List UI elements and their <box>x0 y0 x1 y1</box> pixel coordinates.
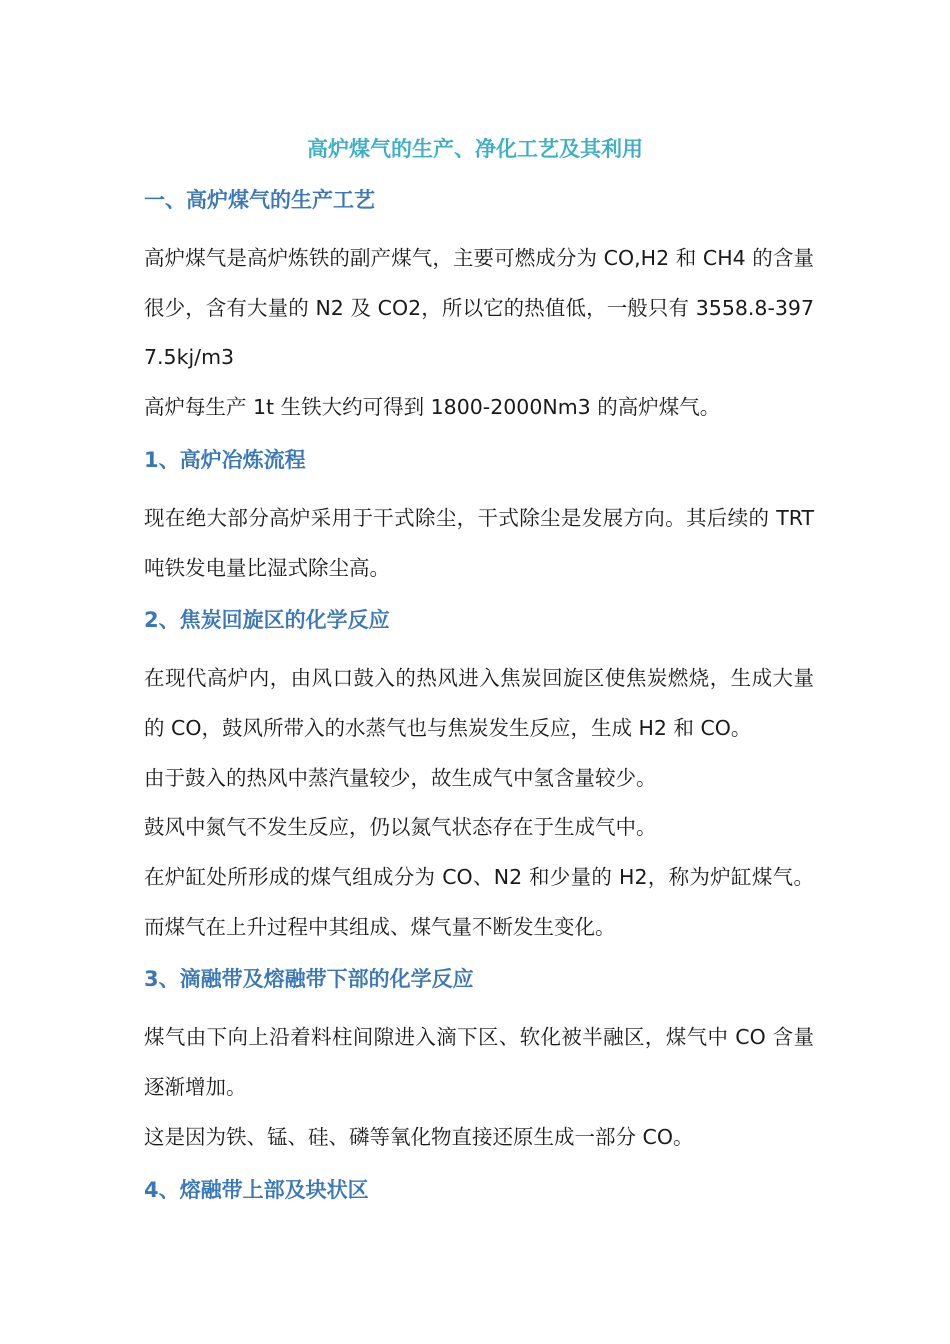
paragraph-steam-content: 由于鼓入的热风中蒸汽量较少，故生成气中氢含量较少。 <box>144 765 657 790</box>
section-heading-production: 一、高炉煤气的生产工艺 <box>144 188 375 212</box>
subheading-cohesive-zone-upper: 4、熔融带上部及块状区 <box>144 1177 369 1202</box>
document-body <box>144 185 814 1224</box>
subheading-smelting-process: 1、高炉冶炼流程 <box>144 447 306 472</box>
paragraph-raceway-combustion: 在现代高炉内，由风口鼓入的热风进入焦炭回旋区使焦炭燃烧，生成大量的 CO，鼓风所带入的水蒸气也与焦炭发生反应，生成 H2 和 CO。 <box>144 666 814 740</box>
subheading-dripping-zone-reaction: 3、滴融带及熔融带下部的化学反应 <box>144 967 474 992</box>
paragraph-direct-reduction: 这是因为铁、锰、硅、磷等氧化物直接还原生成一部分 CO。 <box>144 1124 694 1149</box>
paragraph-gas-upward-flow: 煤气由下向上沿着料柱间隙进入滴下区、软化被半融区，煤气中 CO 含量逐渐增加。 <box>144 1025 814 1100</box>
paragraph-hearth-gas: 在炉缸处所形成的煤气组成分为 CO、N2 和少量的 H2，称为炉缸煤气。而煤气在上升过程中其组成、煤气量不断发生变化。 <box>144 865 814 939</box>
subheading-raceway-reaction: 2、焦炭回旋区的化学反应 <box>144 608 390 633</box>
paragraph-nitrogen: 鼓风中氮气不发生反应，仍以氮气状态存在于生成气中。 <box>144 815 657 840</box>
paragraph-dry-dedusting: 现在绝大部分高炉采用于干式除尘，干式除尘是发展方向。其后续的 TRT 吨铁发电量比湿式除尘高。 <box>144 505 814 580</box>
document-title: 高炉煤气的生产、净化工艺及其利用 <box>307 137 643 161</box>
paragraph-bf-gas-intro: 高炉煤气是高炉炼铁的副产煤气，主要可燃成分为 CO,H2 和 CH4 的含量很少，含有大量的 N2 及 CO2，所以它的热值低，一般只有 3558.8-3977.5kj/m3 <box>144 246 814 370</box>
paragraph-bf-gas-yield: 高炉每生产 1t 生铁大约可得到 1800-2000Nm3 的高炉煤气。 <box>144 395 721 420</box>
